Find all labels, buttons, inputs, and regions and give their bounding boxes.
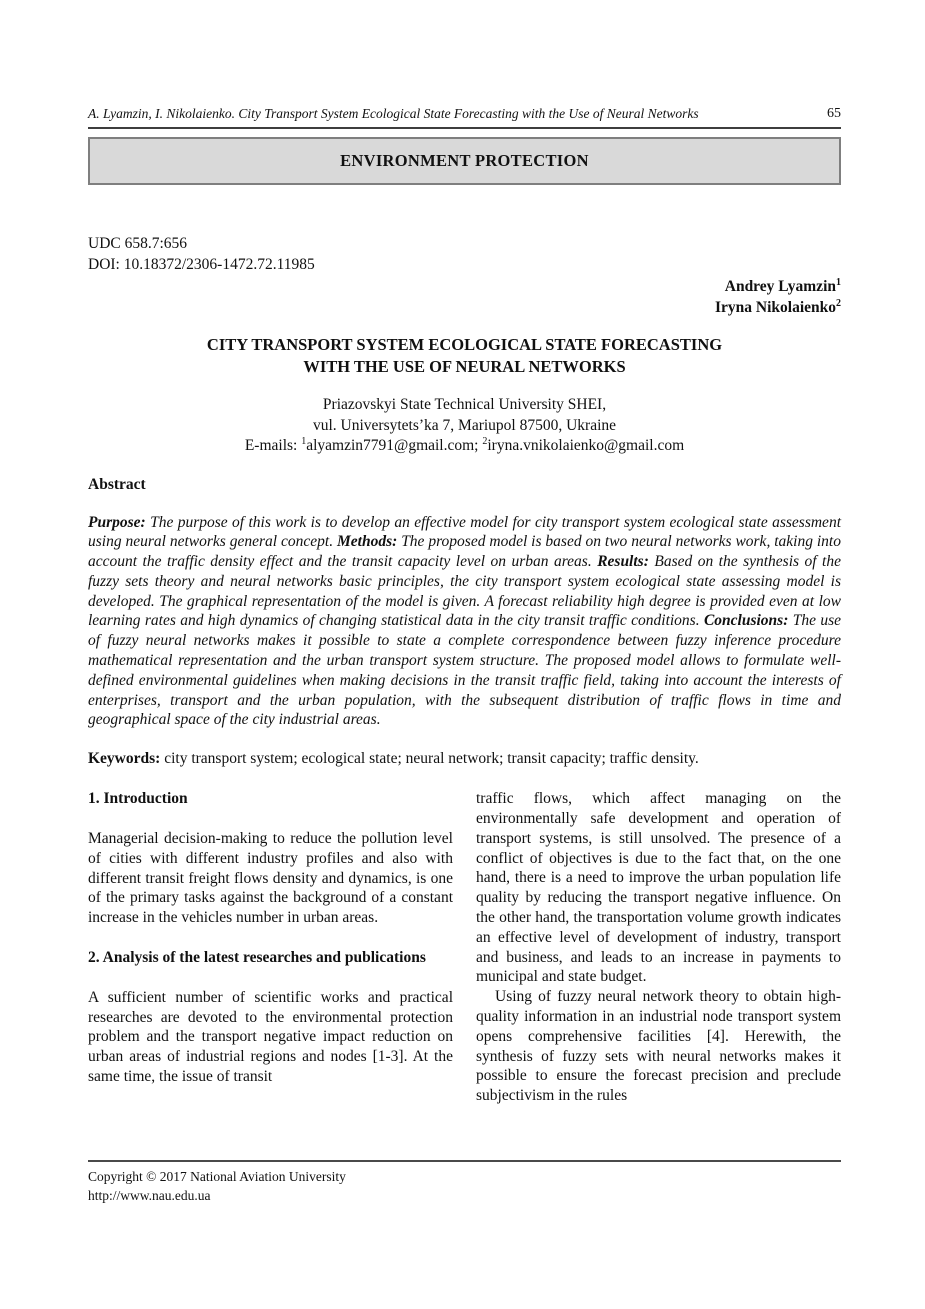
- author-2: Iryna Nikolaienko$^2$: [714, 297, 841, 316]
- abstract-conclusions-label: Conclusions:: [703, 612, 789, 630]
- abstract-conclusions-text: The use of fuzzy neural networks makes it possible to state a complete correspondence between fuzzy inference procedure mathematical representation and the urban transport system structure. The proposed model allows to formulate well-defined environmental guidelines when making decisions in the transit traffic field, taking into account the interests of enterprises, transport and the urban population, with the subsequent distribution of traffic flows in time and geographical space of the city industrial areas.: [88, 612, 841, 729]
- left-column: [88, 789, 453, 1106]
- affiliation-block: [88, 395, 841, 457]
- page-content: [88, 0, 841, 1106]
- abstract-results-text: Based on the synthesis of the fuzzy sets theory and neural networks basic principles, the city transport system ecological state assessing model is developed. The graphical representation of the model is given. A forecast reliability high degree is provided even at low learning rates and high dynamics of changing statistical data in the city transit traffic conditions.: [88, 553, 841, 630]
- paper-title-line-2: WITH THE USE OF NEURAL NETWORKS: [303, 357, 626, 376]
- email-1: alyamzin7791@gmail.com;: [306, 437, 483, 454]
- page-footer: [88, 1160, 841, 1205]
- email-2-mark: 2: [482, 435, 488, 447]
- footer-url: http://www.nau.edu.ua: [88, 1188, 211, 1203]
- keywords-text: city transport system; ecological state; neural network; transit capacity; traffic density.: [160, 750, 699, 768]
- abstract-methods-text: The proposed model is based on two neural networks work, taking into account the traffic density effect and the transit capacity level on urban areas.: [88, 533, 841, 571]
- abstract-purpose-label: Purpose:: [88, 513, 146, 531]
- paper-title-line-1: CITY TRANSPORT SYSTEM ECOLOGICAL STATE FORECASTING: [206, 335, 723, 354]
- abstract-paragraph: [88, 513, 841, 731]
- email-1-mark: 1: [301, 435, 307, 447]
- doi-line: DOI: 10.18372/2306-1472.72.11985: [88, 256, 315, 273]
- author-2-affiliation-mark: 2: [836, 297, 841, 309]
- two-column-body: [88, 789, 841, 1106]
- authors-block: [88, 276, 841, 318]
- section-1-heading: 1. Introduction: [88, 790, 188, 808]
- abstract-methods-label: Methods:: [336, 533, 398, 551]
- email-2: iryna.vnikolaienko@gmail.com: [487, 437, 685, 454]
- section-banner: [88, 137, 841, 185]
- section-2-paragraph: A sufficient number of scientific works and practical researches are devoted to the environmental protection problem and the transport negative impact reduction on urban areas of industrial regions and nodes [1-3]. At the same time, the issue of transit: [88, 988, 453, 1086]
- udc-line: UDC 658.7:656: [88, 235, 188, 252]
- section-banner-label: ENVIRONMENT PROTECTION: [340, 151, 589, 170]
- udc-doi-block: [88, 233, 841, 275]
- abstract-results-label: Results:: [597, 553, 649, 571]
- author-1: Andrey Lyamzin$^1$: [724, 276, 841, 295]
- paper-title: [88, 334, 841, 378]
- running-head-citation: A. Lyamzin, I. Nikolaienko. City Transport System Ecological State Forecasting with the Use of Neural Networks: [88, 106, 699, 121]
- section-1-paragraph: Managerial decision-making to reduce the pollution level of cities with different industry profiles and also with different transit freight flows density and dynamics, is one of the primary tasks against the background of a constant increase in the vehicles number in urban areas.: [88, 830, 453, 927]
- keywords-line: [88, 749, 841, 769]
- affiliation-emails: E-mails: $^1$alyamzin7791@gmail.com; $^2$iryna.vnikolaienko@gmail.com: [244, 435, 685, 454]
- page-number: 65: [827, 106, 841, 121]
- affiliation-institution: Priazovskyi State Technical University SHEI,: [322, 396, 607, 413]
- affiliation-address: vul. Universytets’ka 7, Mariupol 87500, Ukraine: [312, 416, 617, 434]
- right-column-paragraph-1: traffic flows, which affect managing on the environmentally safe development and operation of transport systems, is still unsolved. The presence of a conflict of objectives is due to the fact that, on the one hand, there is a need to improve the urban population life quality by reducing the transport negative influence. On the other hand, the transportation volume growth indicates an effective level of development of industry, transport and business, and leads to an increase in payments to municipal and state budget.: [476, 790, 841, 986]
- running-head: [88, 106, 841, 129]
- abstract-heading: Abstract: [88, 475, 146, 493]
- right-column-paragraph-2: Using of fuzzy neural network theory to obtain high-quality information in an industrial node transport system opens comprehensive facilities [4]. Herewith, the synthesis of fuzzy sets with neural networks makes it possible to ensure the forecast precision and preclude subjectivism in the rules: [476, 988, 841, 1105]
- author-1-affiliation-mark: 1: [836, 276, 841, 288]
- abstract-purpose-text: The purpose of this work is to develop an effective model for city transport system ecological state assessment using neural networks general concept.: [88, 513, 841, 551]
- keywords-label: Keywords:: [88, 750, 161, 768]
- right-column: [476, 789, 841, 1106]
- section-2-heading: 2. Analysis of the latest researches and publications: [88, 949, 426, 967]
- footer-copyright: Copyright © 2017 National Aviation University: [88, 1169, 346, 1184]
